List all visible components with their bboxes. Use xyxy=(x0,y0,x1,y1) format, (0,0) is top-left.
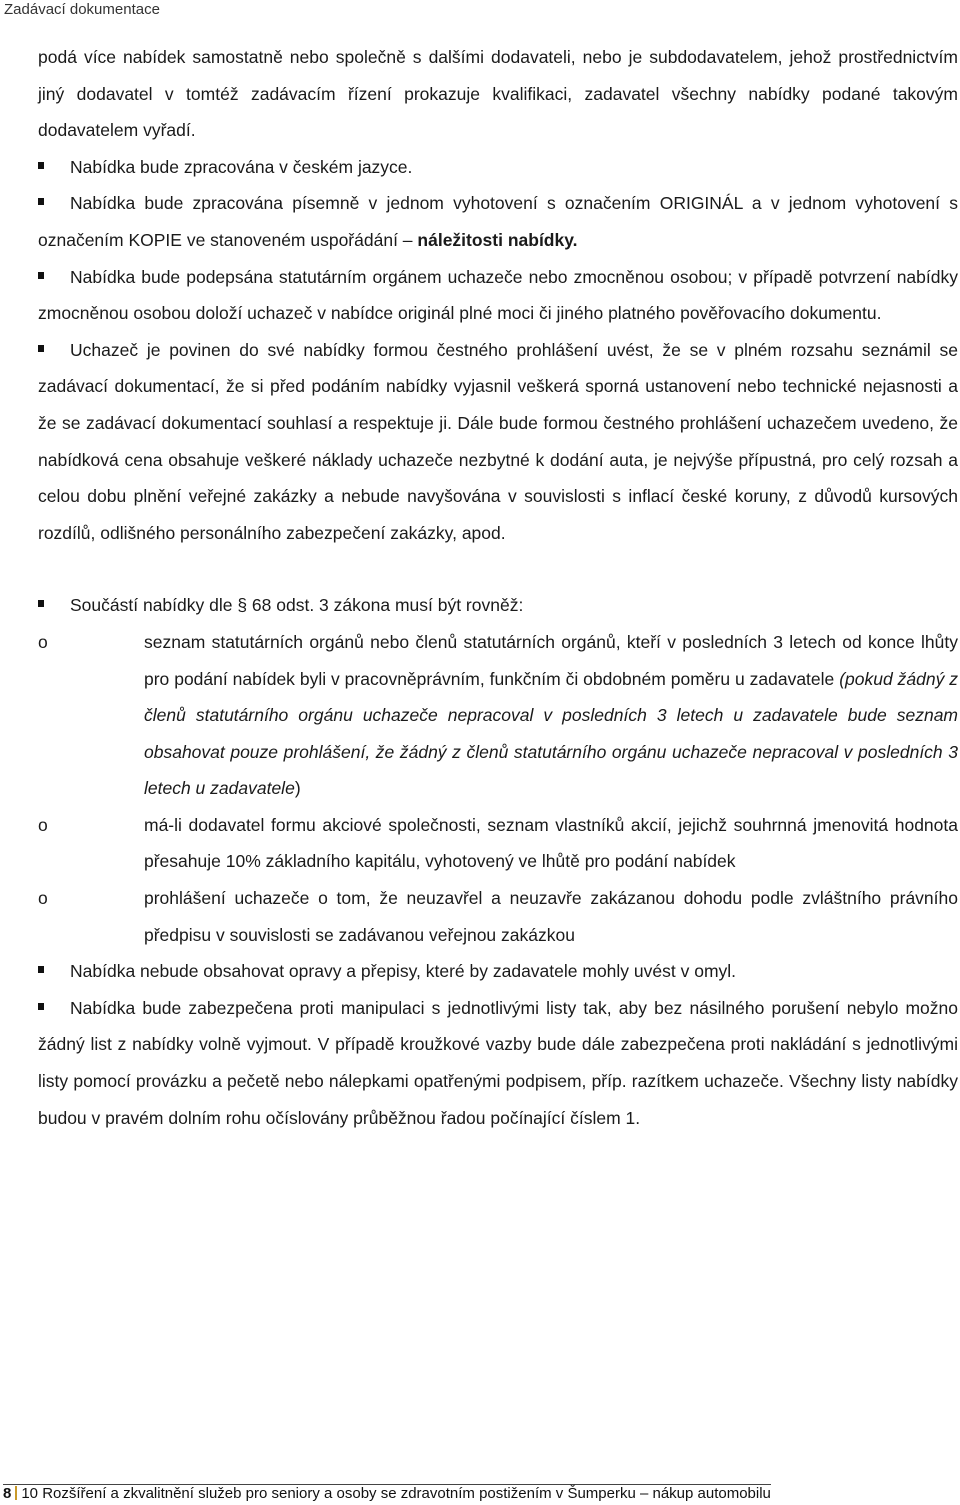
circle-bullet-icon: o xyxy=(38,814,48,835)
document-body xyxy=(38,39,958,1136)
footer-project-title: Rozšíření a zkvalitnění služeb pro seniory a osoby se zdravotním postižením v Šumperku – nákup automobilu xyxy=(42,1485,771,1502)
square-bullet-icon xyxy=(38,1003,44,1010)
circle-bullet-icon: o xyxy=(38,631,48,652)
circle-bullet-icon: o xyxy=(38,888,48,909)
footer-separator xyxy=(15,1486,17,1500)
paragraph-continuation: podá více nabídek samostatně nebo společně s dalšími dodavateli, nebo je subdodavatelem, jehož prostřednictvím jiný dodavatel v tomtéž zadávacím řízení prokazuje kvalifikaci, zadavatel všechny nabídky podané takovým dodavatelem vyřadí. xyxy=(38,47,958,141)
sub-item-agreement: o prohlášení uchazeče o tom, že neuzavřel a neuzavře zakázanou dohodu podle zvláštního právního předpisu v souvislosti se zadávanou veřejnou zakázkou xyxy=(38,880,958,953)
page-footer xyxy=(3,1484,771,1502)
square-bullet-icon xyxy=(38,198,44,205)
bullet-original-copy: Nabídka bude zpracována písemně v jednom vyhotovení s označením ORIGINÁL a v jednom vyhotovení s označením KOPIE ve stanoveném uspořádání – náležitosti nabídky. xyxy=(38,193,958,250)
bullet-declaration: Uchazeč je povinen do své nabídky formou čestného prohlášení uvést, že se v plném rozsahu seznámil se zadávací dokumentací, že si před podáním nabídky vyjasnil veškerá sporná ustanovení nebo technické nejasnosti a že se zadávací dokumentací souhlasí a respektuje ji. Dále bude formou čestného prohlášení uchazečem uvedeno, že nabídková cena obsahuje veškeré náklady uchazeče nezbytné k dodání auta, je nejvýše přípustná, pro celý rozsah a celou dobu plnění veřejné zakázky a nebude navyšována v souvislosti s inflací české koruny, z důvodů kursových rozdílů, odlišného personálního zabezpečení zakázky, apod. xyxy=(38,339,958,543)
spacer xyxy=(38,551,958,587)
bullet-signature: Nabídka bude podepsána statutárním orgánem uchazeče nebo zmocněnou osobou; v případě potvrzení nabídky zmocněnou osobou doloží uchazeč v nabídce originál plné moci či jiného platného pověřovacího dokumentu. xyxy=(38,266,958,324)
sub-item-shareholders: o má-li dodavatel formu akciové společnosti, seznam vlastníků akcií, jejichž souhrnná jmenovitá hodnota přesahuje 10% základního kapitálu, vyhotovený ve lhůtě pro podání nabídek xyxy=(38,807,958,880)
square-bullet-icon xyxy=(38,966,44,973)
square-bullet-icon xyxy=(38,345,44,352)
bullet-security: Nabídka bude zabezpečena proti manipulaci s jednotlivými listy tak, aby bez násilného porušení nebylo možno žádný list z nabídky volně vyjmout. V případě kroužkové vazby bude dále zabezpečena proti nakládání s jednotlivými listy pomocí provázku a pečetě nebo nálepkami opatřenými podpisem, příp. razítkem uchazeče. Všechny listy nabídky budou v pravém dolním rohu očíslovány průběžnou řadou počínající číslem 1. xyxy=(38,997,958,1128)
bullet-components: Součástí nabídky dle § 68 odst. 3 zákona musí být rovněž: xyxy=(38,587,958,624)
sub-item-statutory: o seznam statutárních orgánů nebo členů statutárních orgánů, kteří v posledních 3 letech od konce lhůty pro podání nabídek byli v pracovněprávním, funkčním či obdobném poměru u zadavatele (pokud žádný z členů statutárního orgánu uchazeče nepracoval v posledních 3 letech u zadavatele bude seznam obsahovat pouze prohlášení, že žádný z členů statutárního orgánu uchazeče nepracoval v posledních 3 letech u zadavatele) xyxy=(38,624,958,807)
square-bullet-icon xyxy=(38,162,44,169)
page-number: 8 xyxy=(3,1485,12,1502)
square-bullet-icon xyxy=(38,600,44,607)
bullet-corrections: Nabídka nebude obsahovat opravy a přepisy, které by zadavatele mohly uvést v omyl. xyxy=(38,953,958,990)
square-bullet-icon xyxy=(38,272,44,279)
page-total: 10 xyxy=(21,1485,39,1502)
bold-requirements: náležitosti nabídky. xyxy=(417,229,578,250)
bullet-language: Nabídka bude zpracována v českém jazyce. xyxy=(38,149,958,186)
page-header: Zadávací dokumentace xyxy=(4,1,160,18)
